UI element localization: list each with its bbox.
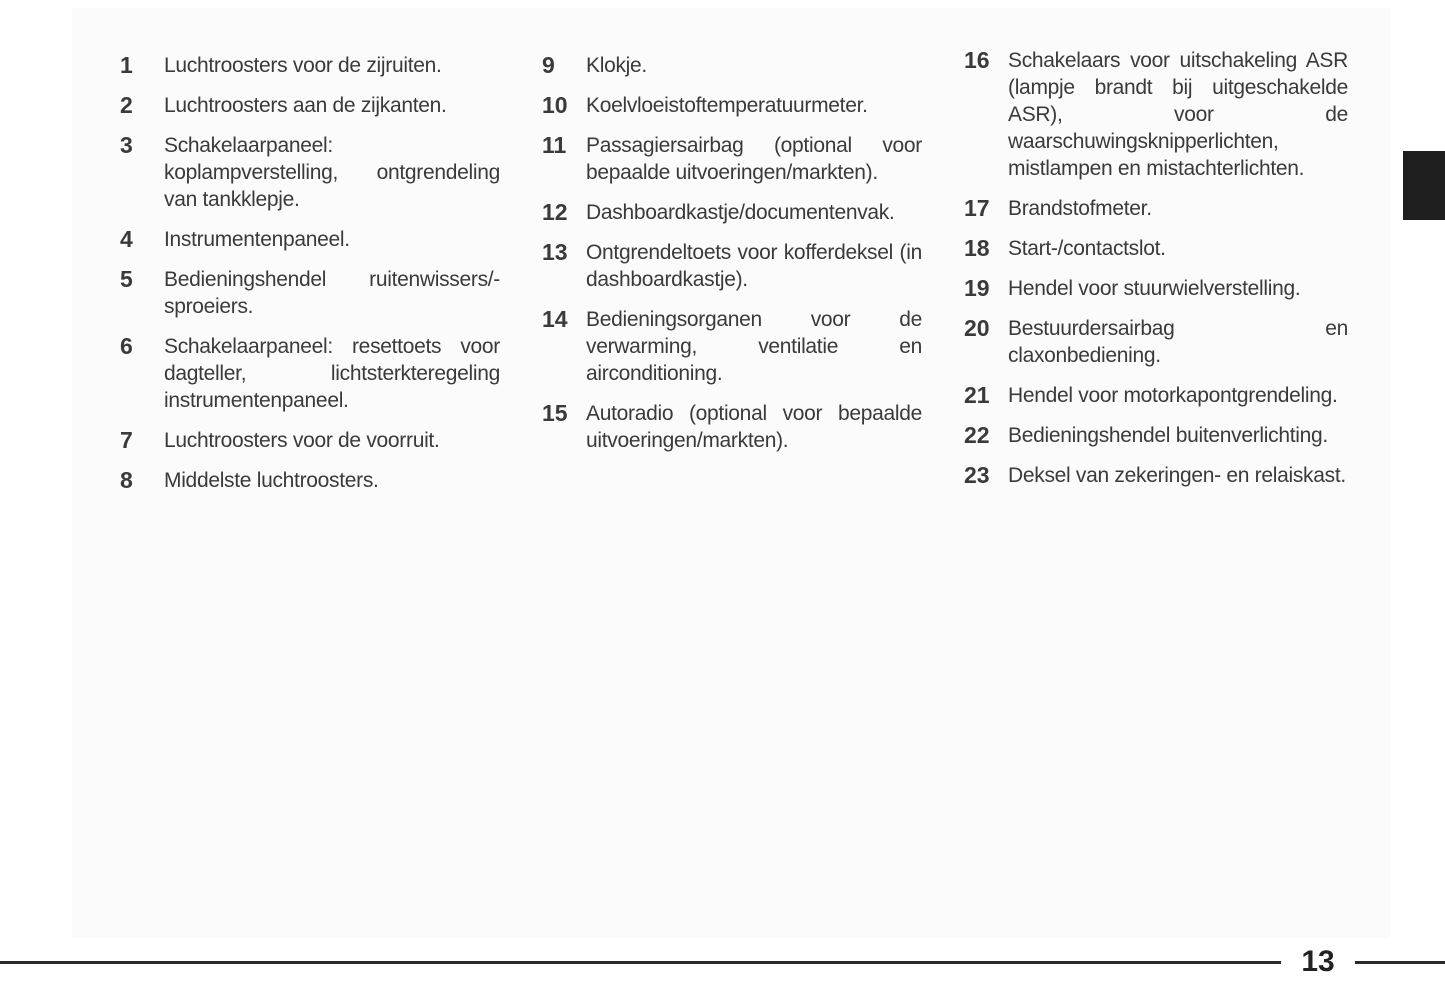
legend-item [542,92,922,119]
legend-text: Bedieningsorganen voor de verwarming, ventilatie en airconditioning. [586,308,922,385]
legend-text: Bedieningshendel ruitenwissers/-sproeiers. [164,268,500,318]
legend-text: Bestuurdersairbag en claxonbediening. [1008,317,1348,367]
legend-item [542,400,922,454]
legend-item [542,132,922,186]
legend-text: Autoradio (optional voor bepaalde uitvoeringen/markten). [586,402,922,452]
legend-text: Hendel voor stuurwielverstelling. [1008,277,1301,300]
legend-number: 4 [120,226,133,252]
legend-number: 10 [542,92,568,118]
legend-text: Luchtroosters aan de zijkanten. [164,94,447,117]
legend-text: Hendel voor motorkapontgrendeling. [1008,384,1338,407]
legend-column-1 [120,52,500,507]
legend-number: 11 [542,132,567,158]
legend-item [964,47,1348,182]
legend-item [120,427,500,454]
legend-number: 5 [120,266,133,292]
legend-number: 6 [120,333,133,359]
legend-item [964,315,1348,369]
legend-text: Schakelaarpaneel: resettoets voor dagteller, lichtsterkteregeling instrumentenpaneel. [164,335,500,412]
legend-number: 17 [964,195,990,221]
legend-item [542,199,922,226]
legend-item [964,235,1348,262]
legend-item [120,132,500,213]
legend-text: Passagiersairbag (optional voor bepaalde uitvoeringen/markten). [586,134,922,184]
legend-item [964,422,1348,449]
legend-number: 20 [964,315,990,341]
legend-number: 22 [964,422,990,448]
legend-item [964,462,1348,489]
legend-text: Schakelaars voor uitschakeling ASR (lampje brandt bij uitgeschakelde ASR), voor de waarschuwingsknipperlichten, mistlampen en mistachterlichten. [1008,49,1348,180]
legend-text: Middelste luchtroosters. [164,469,379,492]
legend-number: 14 [542,306,568,332]
legend-item [120,92,500,119]
legend-number: 2 [120,92,133,118]
legend-text: Start-/contactslot. [1008,237,1166,260]
footer-rule-left [0,961,1281,964]
legend-text: Ontgrendeltoets voor kofferdeksel (in dashboardkastje). [586,241,922,291]
legend-number: 19 [964,275,990,301]
legend-item [542,239,922,293]
legend-column-3 [964,47,1348,502]
legend-number: 7 [120,427,133,453]
legend-item [120,266,500,320]
legend-number: 12 [542,199,568,225]
legend-item [964,275,1348,302]
legend-number: 15 [542,400,568,426]
legend-text: Klokje. [586,54,647,77]
legend-number: 16 [964,47,990,73]
legend-number: 13 [542,239,568,265]
legend-number: 9 [542,52,555,78]
legend-number: 8 [120,467,133,493]
legend-number: 23 [964,462,990,488]
legend-text: Schakelaarpaneel: koplampverstelling, ontgrendeling van tankklepje. [164,134,500,211]
legend-column-2 [542,52,922,467]
legend-number: 1 [120,52,133,78]
legend-text: Luchtroosters voor de voorruit. [164,429,440,452]
legend-item [120,226,500,253]
legend-text: Koelvloeistoftemperatuurmeter. [586,94,868,117]
legend-item [120,333,500,414]
legend-item [542,306,922,387]
legend-item [120,467,500,494]
legend-number: 18 [964,235,990,261]
legend-number: 3 [120,132,133,158]
legend-item [542,52,922,79]
legend-text: Luchtroosters voor de zijruiten. [164,54,442,77]
legend-item [120,52,500,79]
legend-item [964,382,1348,409]
legend-text: Bedieningshendel buitenverlichting. [1008,424,1328,447]
legend-item [964,195,1348,222]
legend-text: Instrumentenpaneel. [164,228,350,251]
footer-rule-right [1355,961,1445,964]
legend-number: 21 [964,382,990,408]
legend-text: Deksel van zekeringen- en relaiskast. [1008,464,1346,487]
chapter-tab-marker [1403,151,1445,220]
legend-text: Dashboardkastje/documentenvak. [586,201,895,224]
page-number: 13 [1301,945,1335,978]
legend-text: Brandstofmeter. [1008,197,1152,220]
